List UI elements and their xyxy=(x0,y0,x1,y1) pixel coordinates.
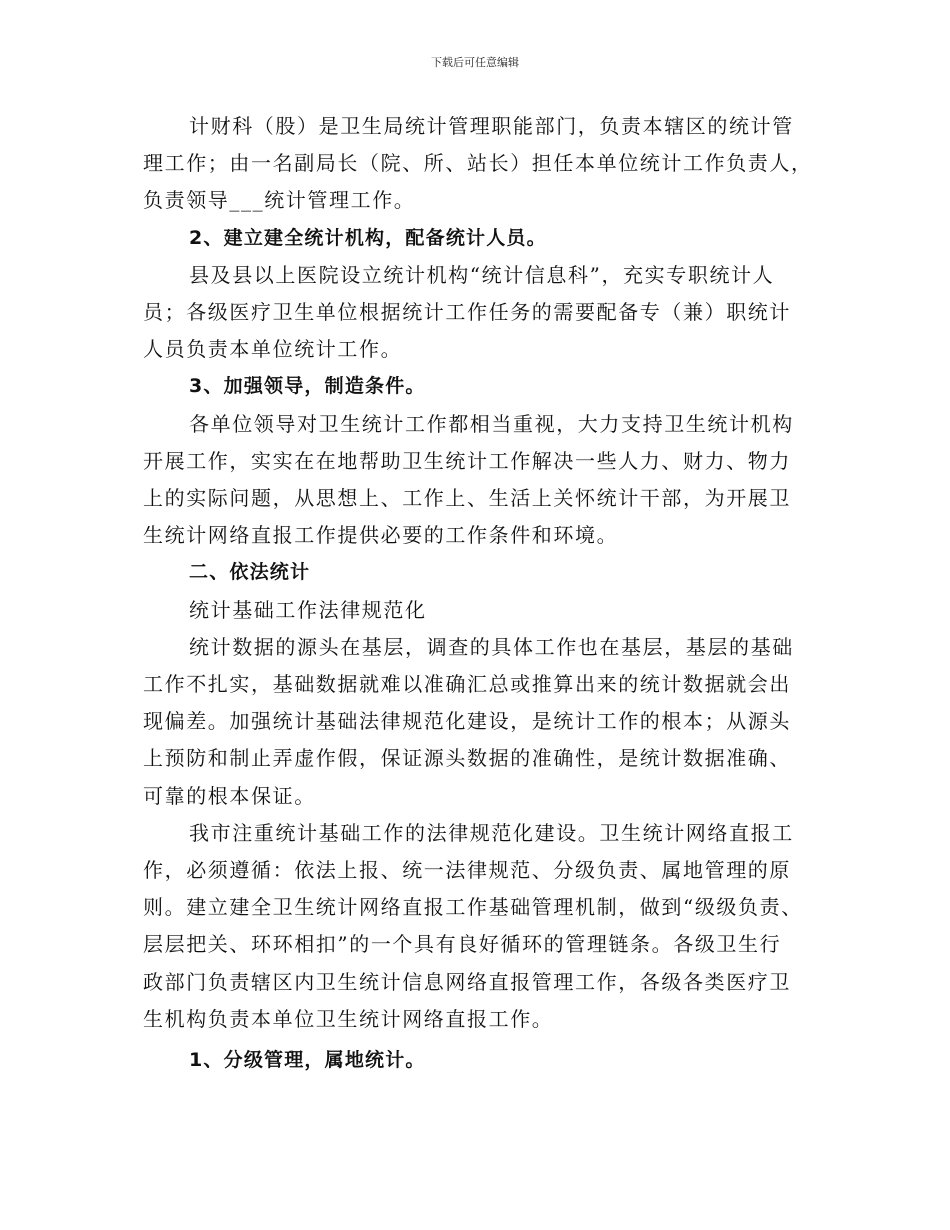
text-line: 县及县以上医院设立统计机构“统计信息科”，充实专职统计人 xyxy=(189,262,775,287)
paragraph-grassroots xyxy=(143,629,813,815)
text-line: 上的实际问题，从思想上、工作上、生活上关怀统计干部，为开展卫 xyxy=(143,486,791,511)
text-line: 上预防和制止弄虚作假，保证源头数据的准确性，是统计数据准确、 xyxy=(143,746,791,771)
text-line: 我市注重统计基础工作的法律规范化建设。卫生统计网络直报工 xyxy=(189,820,794,845)
text-line: 开展工作，实实在在地帮助卫生统计工作解决一些人力、财力、物力 xyxy=(143,448,791,473)
subheading-legal xyxy=(143,592,813,629)
heading-section-two xyxy=(143,554,813,591)
subheading-text: 统计基础工作法律规范化 xyxy=(189,597,427,622)
heading-text: 2、建立建全统计机构，配备统计人员。 xyxy=(189,226,547,249)
heading-text: 1、分级管理，属地统计。 xyxy=(189,1049,426,1072)
text-line: 理工作；由一名副局长（院、所、站长）担任本单位统计工作负责人， xyxy=(143,151,813,176)
document-body xyxy=(143,108,813,1079)
text-line: 工作不扎实，基础数据就难以准确汇总或推算出来的统计数据就会出 xyxy=(143,672,791,697)
text-line: 统计数据的源头在基层，调查的具体工作也在基层，基层的基础 xyxy=(189,634,794,659)
paragraph-leadership xyxy=(143,406,813,555)
heading-text: 二、依法统计 xyxy=(189,561,311,584)
text-line: 员；各级医疗卫生单位根据统计工作任务的需要配备专（兼）职统计 xyxy=(143,300,791,325)
text-line: 政部门负责辖区内卫生统计信息网络直报管理工作，各级各类医疗卫 xyxy=(143,969,791,994)
paragraph-city-practice xyxy=(143,815,813,1038)
text-line: 作，必须遵循：依法上报、统一法律规范、分级负责、属地管理的原 xyxy=(143,858,791,883)
text-line: 层层把关、环环相扣”的一个具有良好循环的管理链条。各级卫生行 xyxy=(143,932,782,957)
paragraph-responsibility xyxy=(143,108,813,220)
text-line: 现偏差。加强统计基础法律规范化建设，是统计工作的根本；从源头 xyxy=(143,709,791,734)
heading-text: 3、加强领导，制造条件。 xyxy=(189,375,426,398)
text-line: 人员负责本单位统计工作。 xyxy=(143,337,403,362)
heading-1-tiered xyxy=(143,1042,813,1079)
header-note: 下载后可任意编辑 xyxy=(431,56,519,69)
text-line: 负责领导___统计管理工作。 xyxy=(143,188,416,213)
text-line: 则。建立建全卫生统计网络直报工作基础管理机制，做到“级级负责、 xyxy=(143,895,803,920)
text-line: 各单位领导对卫生统计工作都相当重视，大力支持卫生统计机构 xyxy=(189,411,794,436)
text-line: 生统计网络直报工作提供必要的工作条件和环境。 xyxy=(143,523,619,548)
text-line: 可靠的根本保证。 xyxy=(143,783,316,808)
heading-2 xyxy=(143,220,813,257)
text-line: 生机构负责本单位卫生统计网络直报工作。 xyxy=(143,1006,554,1031)
paragraph-institutions xyxy=(143,257,813,369)
heading-3 xyxy=(143,368,813,405)
text-line: 计财科（股）是卫生局统计管理职能部门，负责本辖区的统计管 xyxy=(189,114,794,138)
